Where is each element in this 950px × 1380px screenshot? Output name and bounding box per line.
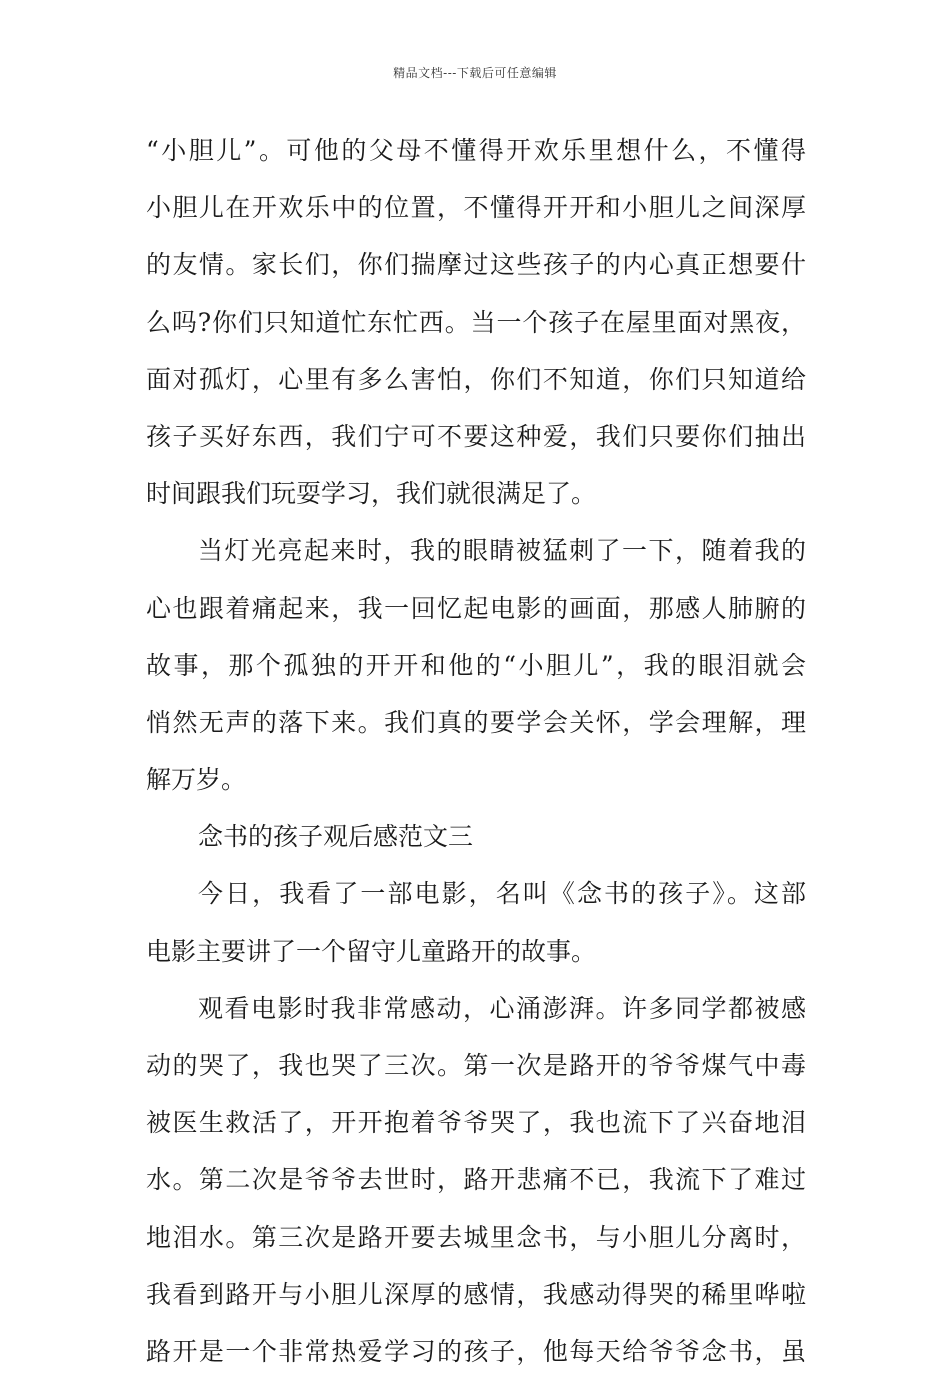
text-line: 我看到路开与小胆儿深厚的感情，我感动得哭的稀里哗啦: [146, 1279, 806, 1309]
document-body: [146, 122, 806, 1380]
text-line: 悄然无声的落下来。我们真的要学会关怀，学会理解，理: [146, 707, 806, 737]
text-line: 当灯光亮起来时，我的眼睛被猛刺了一下，随着我的: [198, 536, 806, 566]
text-line: 小胆儿在开欢乐中的位置，不懂得开开和小胆儿之间深厚: [146, 193, 806, 223]
text-line: 路开是一个非常热爱学习的孩子，他每天给爷爷念书，虽: [146, 1336, 806, 1366]
text-line: 水。第二次是爷爷去世时，路开悲痛不已，我流下了难过: [146, 1165, 806, 1195]
text-line: 面对孤灯，心里有多么害怕，你们不知道，你们只知道给: [146, 364, 806, 394]
text-line: 心也跟着痛起来，我一回忆起电影的画面，那感人肺腑的: [146, 593, 806, 623]
text-line: 地泪水。第三次是路开要去城里念书，与小胆儿分离时，: [146, 1222, 806, 1252]
text-line: 么吗?你们只知道忙东忙西。当一个孩子在屋里面对黑夜，: [146, 307, 806, 337]
text-line: “小胆儿”。可他的父母不懂得开欢乐里想什么，不懂得: [146, 136, 806, 165]
text-line: 时间跟我们玩耍学习，我们就很满足了。: [146, 479, 597, 509]
text-line: 解万岁。: [146, 765, 247, 795]
text-line: 观看电影时我非常感动，心涌澎湃。许多同学都被感: [198, 993, 806, 1023]
text-line: 念书的孩子观后感范文三: [198, 822, 474, 852]
text-line: 电影主要讲了一个留守儿童路开的故事。: [146, 936, 597, 966]
text-line: 的友情。家长们，你们揣摩过这些孩子的内心真正想要什: [146, 250, 806, 280]
text-line: 被医生救活了，开开抱着爷爷哭了，我也流下了兴奋地泪: [146, 1108, 806, 1138]
text-line: 孩子买好东西，我们宁可不要这种爱，我们只要你们抽出: [146, 421, 806, 451]
text-line: 动的哭了，我也哭了三次。第一次是路开的爷爷煤气中毒: [146, 1051, 806, 1080]
text-line: 故事，那个孤独的开开和他的“小胆儿”，我的眼泪就会: [146, 650, 806, 680]
page-header: 精品文档---下载后可任意编辑: [393, 66, 557, 80]
text-line: 今日，我看了一部电影，名叫《念书的孩子》。这部: [198, 879, 806, 909]
